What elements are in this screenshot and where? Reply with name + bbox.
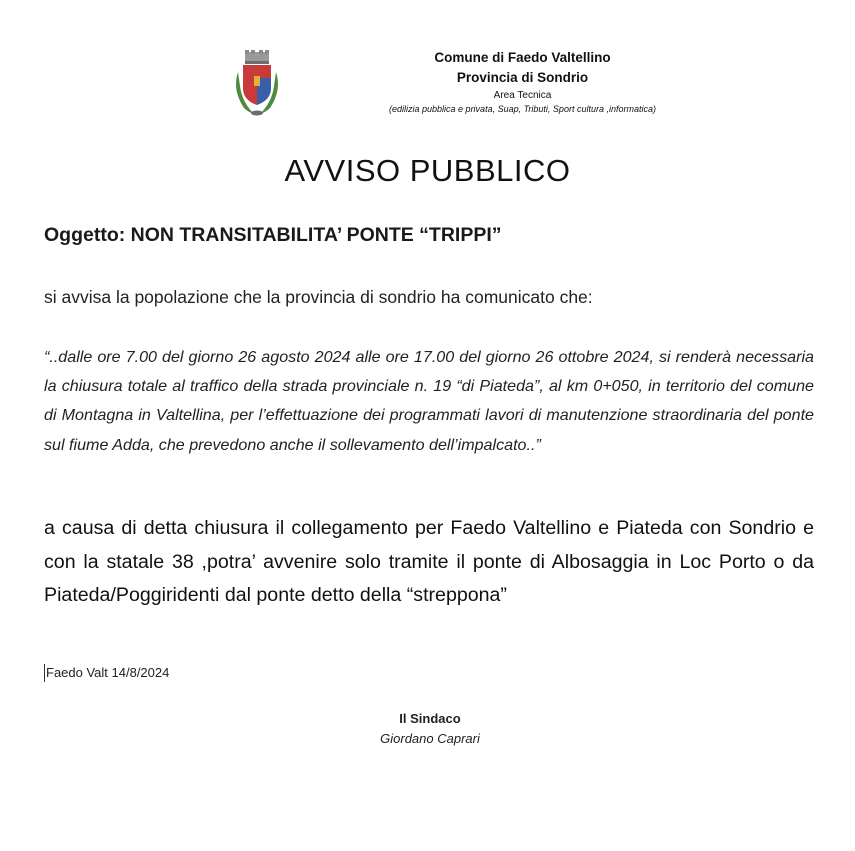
department-name: Area Tecnica (493, 90, 552, 101)
signatory-role: Il Sindaco (399, 711, 461, 726)
municipality-name: Comune di Faedo Valtellino (434, 50, 611, 65)
subject-line: Oggetto: NON TRANSITABILITA’ PONTE “TRIPPI” (44, 224, 502, 246)
letterhead (360, 48, 685, 116)
intro-paragraph: si avvisa la popolazione che la provincia di sondrio ha comunicato che: (44, 287, 593, 307)
body-paragraph: a causa di detta chiusura il collegamento per Faedo Valtellino e Piateda con Sondrio e con la statale 38 ,potra’ avvenire solo tramite il ponte di Albosaggia in Loc Porto o da Piateda/Poggiridenti dal ponte detto della “streppona” (44, 517, 814, 606)
quoted-notice: “..dalle ore 7.00 del giorno 26 agosto 2024 alle ore 17.00 del giorno 26 ottobre 2024, si renderà necessaria la chiusura totale al traffico della strada provinciale n. 19 “di Piateda”, al km 0+050, in territorio del comune di Montagna in Valtellina, per l’effettuazione dei programmati lavori di manutenzione straordinaria del ponte sul fiume Adda, che prevedono anche il sollevamento dell’impalcato..” (44, 348, 814, 454)
shield-icon (243, 65, 271, 105)
municipal-crest-icon (230, 50, 284, 118)
province-name: Provincia di Sondrio (456, 70, 589, 85)
signatory-name: Giordano Caprari (380, 731, 480, 746)
page-title: AVVISO PUBBLICO (284, 153, 571, 188)
date-line: Faedo Valt 14/8/2024 (46, 665, 170, 680)
signature-block (330, 709, 530, 749)
department-scope: (edilizia pubblica e privata, Suap, Tributi, Sport cultura ,informatica) (389, 104, 656, 114)
crown-icon (245, 50, 269, 64)
